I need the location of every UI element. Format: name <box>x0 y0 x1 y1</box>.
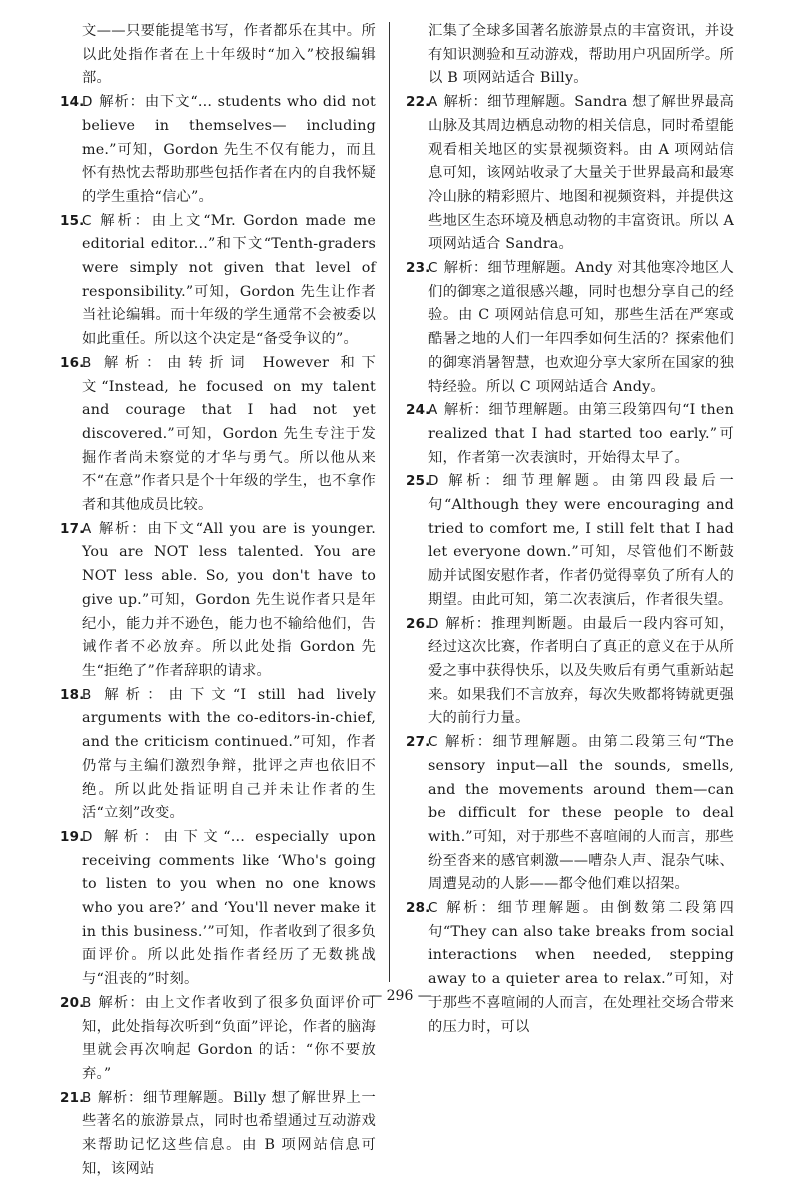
answer-letter: B <box>82 354 92 371</box>
explanation-text: 解析：细节理解题。由第四段最后一句“Although they were encouraging and tried to comfort me, I still felt that I had let everyone down.”可知，尽管他们不断鼓励并试图安慰作者，作者仍觉得辜负了所有人的期望。由此可知，第二次表演后，作者很失望。 <box>428 473 734 608</box>
explanation-text: 解析：由上文作者收到了很多负面评价可知，此处指每次听到“负面”评论，作者的脑海里就会再次响起 Gordon 的话：“你不要放弃。” <box>82 994 376 1082</box>
answer-letter: A <box>428 94 438 111</box>
question-number: 23. <box>406 260 431 277</box>
answer-letter: C <box>428 900 438 917</box>
answer-entry <box>60 91 376 210</box>
explanation-text: 解析：由下文“... especially upon receiving comments like ‘Who's going to listen to you when no one knows who you are?’ and ‘You'll never make it in this business.’”可知，作者收到了很多负面评价。所以此处指作者经历了无数挑战与“沮丧的”时刻。 <box>82 828 376 988</box>
question-number: 21. <box>60 1089 85 1106</box>
explanation-text: 解析：细节理解题。Billy 想了解世界上一些著名的旅游景点，同时也希望通过互动游戏来帮助记忆这些信息。由 B 项网站信息可知，该网站 <box>82 1089 376 1177</box>
explanation-text: 文——只要能提笔书写，作者都乐在其中。所以此处指作者在上十年级时“加入”校报编辑部。 <box>82 23 376 87</box>
explanation-text: 解析：由下文“... students who did not believe in themselves— including me.”可知，Gordon 先生不仅有能力，而且怀有热忱去帮助那些包括作者在内的自我怀疑的学生重拾“信心”。 <box>82 94 376 205</box>
answer-entry <box>60 826 376 992</box>
answer-entry <box>406 257 734 399</box>
answer-entry <box>60 210 376 352</box>
answer-entry <box>60 518 376 684</box>
explanation-text: 解析：由上文“Mr. Gordon made me editorial editor...”和下文“Tenth-graders were simply not given that level of responsibility.”可知，Gordon 先生让作者当社论编辑。而十年级的学生通常不会被委以如此重任。所以这个决定是“备受争议的”。 <box>82 212 376 348</box>
question-number: 18. <box>60 686 85 703</box>
question-number: 14. <box>60 94 85 111</box>
answer-entry <box>406 91 734 257</box>
answer-entry <box>406 613 734 732</box>
answer-letter: C <box>428 734 438 751</box>
answer-letter: C <box>82 212 92 229</box>
entry-continuation <box>60 20 376 91</box>
answer-letter: D <box>82 828 93 845</box>
question-number: 20. <box>60 994 85 1011</box>
explanation-text: 解析：细节理解题。由倒数第二段第四句“They can also take breaks from social interactions when needed, stepping away to a quieter area to relax.”可知，对于那些不喜喧闹的人而言，在处理社交场合带来的压力时，可以 <box>428 900 734 1035</box>
answer-entry <box>406 897 734 1039</box>
question-number: 19. <box>60 828 85 845</box>
answer-letter: D <box>82 94 93 111</box>
page-number: — 296 — <box>368 988 432 1004</box>
left-column <box>60 20 376 1181</box>
question-number: 24. <box>406 402 431 419</box>
answer-entry <box>406 399 734 470</box>
answer-entry <box>406 470 734 612</box>
question-number: 17. <box>60 520 85 537</box>
question-number: 26. <box>406 615 431 632</box>
answer-letter: A <box>82 520 92 537</box>
answer-entry <box>60 1087 376 1181</box>
right-column <box>406 20 734 1039</box>
explanation-text: 解析：由转折词 However 和下文“Instead, he focused on my talent and courage that I had not yet discovered.”可知，Gordon 先生专注于发掘作者尚未察觉的才华与勇气。所以他从来不“在意”作者只是个十年级的学生，也不拿作者和其他成员比较。 <box>82 354 376 514</box>
entry-continuation <box>406 20 734 91</box>
explanation-text: 解析：细节理解题。Sandra 想了解世界最高山脉及其周边栖息动物的相关信息，同时希望能观看相关地区的实景视频资料。由 A 项网站信息可知，该网站收录了大量关于世界最高和最寒冷山脉的精彩照片、地图和视频资料，并提供这些地区生态环境及栖息动物的丰富资讯。所以 A 项网站适合 Sandra。 <box>428 94 734 253</box>
question-number: 25. <box>406 473 431 490</box>
explanation-text: 解析：由下文“I still had lively arguments with the co-editors-in-chief, and the criticism continued.”可知，作者仍常与主编们激烈争辩，批评之声也依旧不绝。所以此处指证明自己并未让作者的生活“立刻”改变。 <box>82 686 376 822</box>
answer-letter: A <box>428 402 438 419</box>
explanation-text: 解析：推理判断题。由最后一段内容可知，经过这次比赛，作者明白了真正的意义在于从所爱之事中获得快乐，以及失败后有勇气重新站起来。如果我们不言放弃，每次失败都将铸就更强大的前行力量。 <box>428 615 734 727</box>
explanation-text: 解析：细节理解题。Andy 对其他寒冷地区人们的御寒之道很感兴趣，同时也想分享自己的经验。由 C 项网站信息可知，那些生活在严寒或酷暑之地的人们一年四季如何生活的？探索他们的御寒消暑智慧，也欢迎分享大家所在国家的独特经验。所以 C 项网站适合 Andy。 <box>428 260 734 395</box>
answer-letter: B <box>82 994 92 1011</box>
explanation-text: 解析：由下文“All you are is younger. You are NOT less talented. You are NOT less able. So, you don't have to give up.”可知，Gordon 先生说作者只是年纪小，能力并不逊色，能力也不输给他们，告诫作者不必放弃。所以此处指 Gordon 先生“拒绝了”作者辞职的请求。 <box>82 520 376 679</box>
question-number: 28. <box>406 900 431 917</box>
answer-letter: B <box>82 686 92 703</box>
question-number: 15. <box>60 212 85 229</box>
answer-letter: D <box>428 473 439 490</box>
answer-letter: D <box>428 615 439 632</box>
answer-entry <box>60 992 376 1087</box>
answer-entry <box>60 684 376 826</box>
explanation-text: 汇集了全球多国著名旅游景点的丰富资讯，并设有知识测验和互动游戏，帮助用户巩固所学。所以 B 项网站适合 Billy。 <box>428 23 734 87</box>
question-number: 27. <box>406 734 431 751</box>
explanation-text: 解析：细节理解题。由第二段第三句“The sensory input—all the sounds, smells, and the movements around them—can be difficult for these people to deal with.”可知，对于那些不喜喧闹的人而言，那些纷至沓来的感官刺激——嘈杂人声、混杂气味、周遭晃动的人影——都令他们难以招架。 <box>428 734 734 893</box>
explanation-text: 解析：细节理解题。由第三段第四句“I then realized that I had started too early.”可知，作者第一次表演时，开始得太早了。 <box>428 402 734 466</box>
answer-letter: B <box>82 1089 92 1106</box>
question-number: 22. <box>406 94 431 111</box>
answer-entry <box>60 352 376 518</box>
question-number: 16. <box>60 354 85 371</box>
answer-letter: C <box>428 260 438 277</box>
answer-entry <box>406 731 734 897</box>
column-divider <box>389 22 390 982</box>
